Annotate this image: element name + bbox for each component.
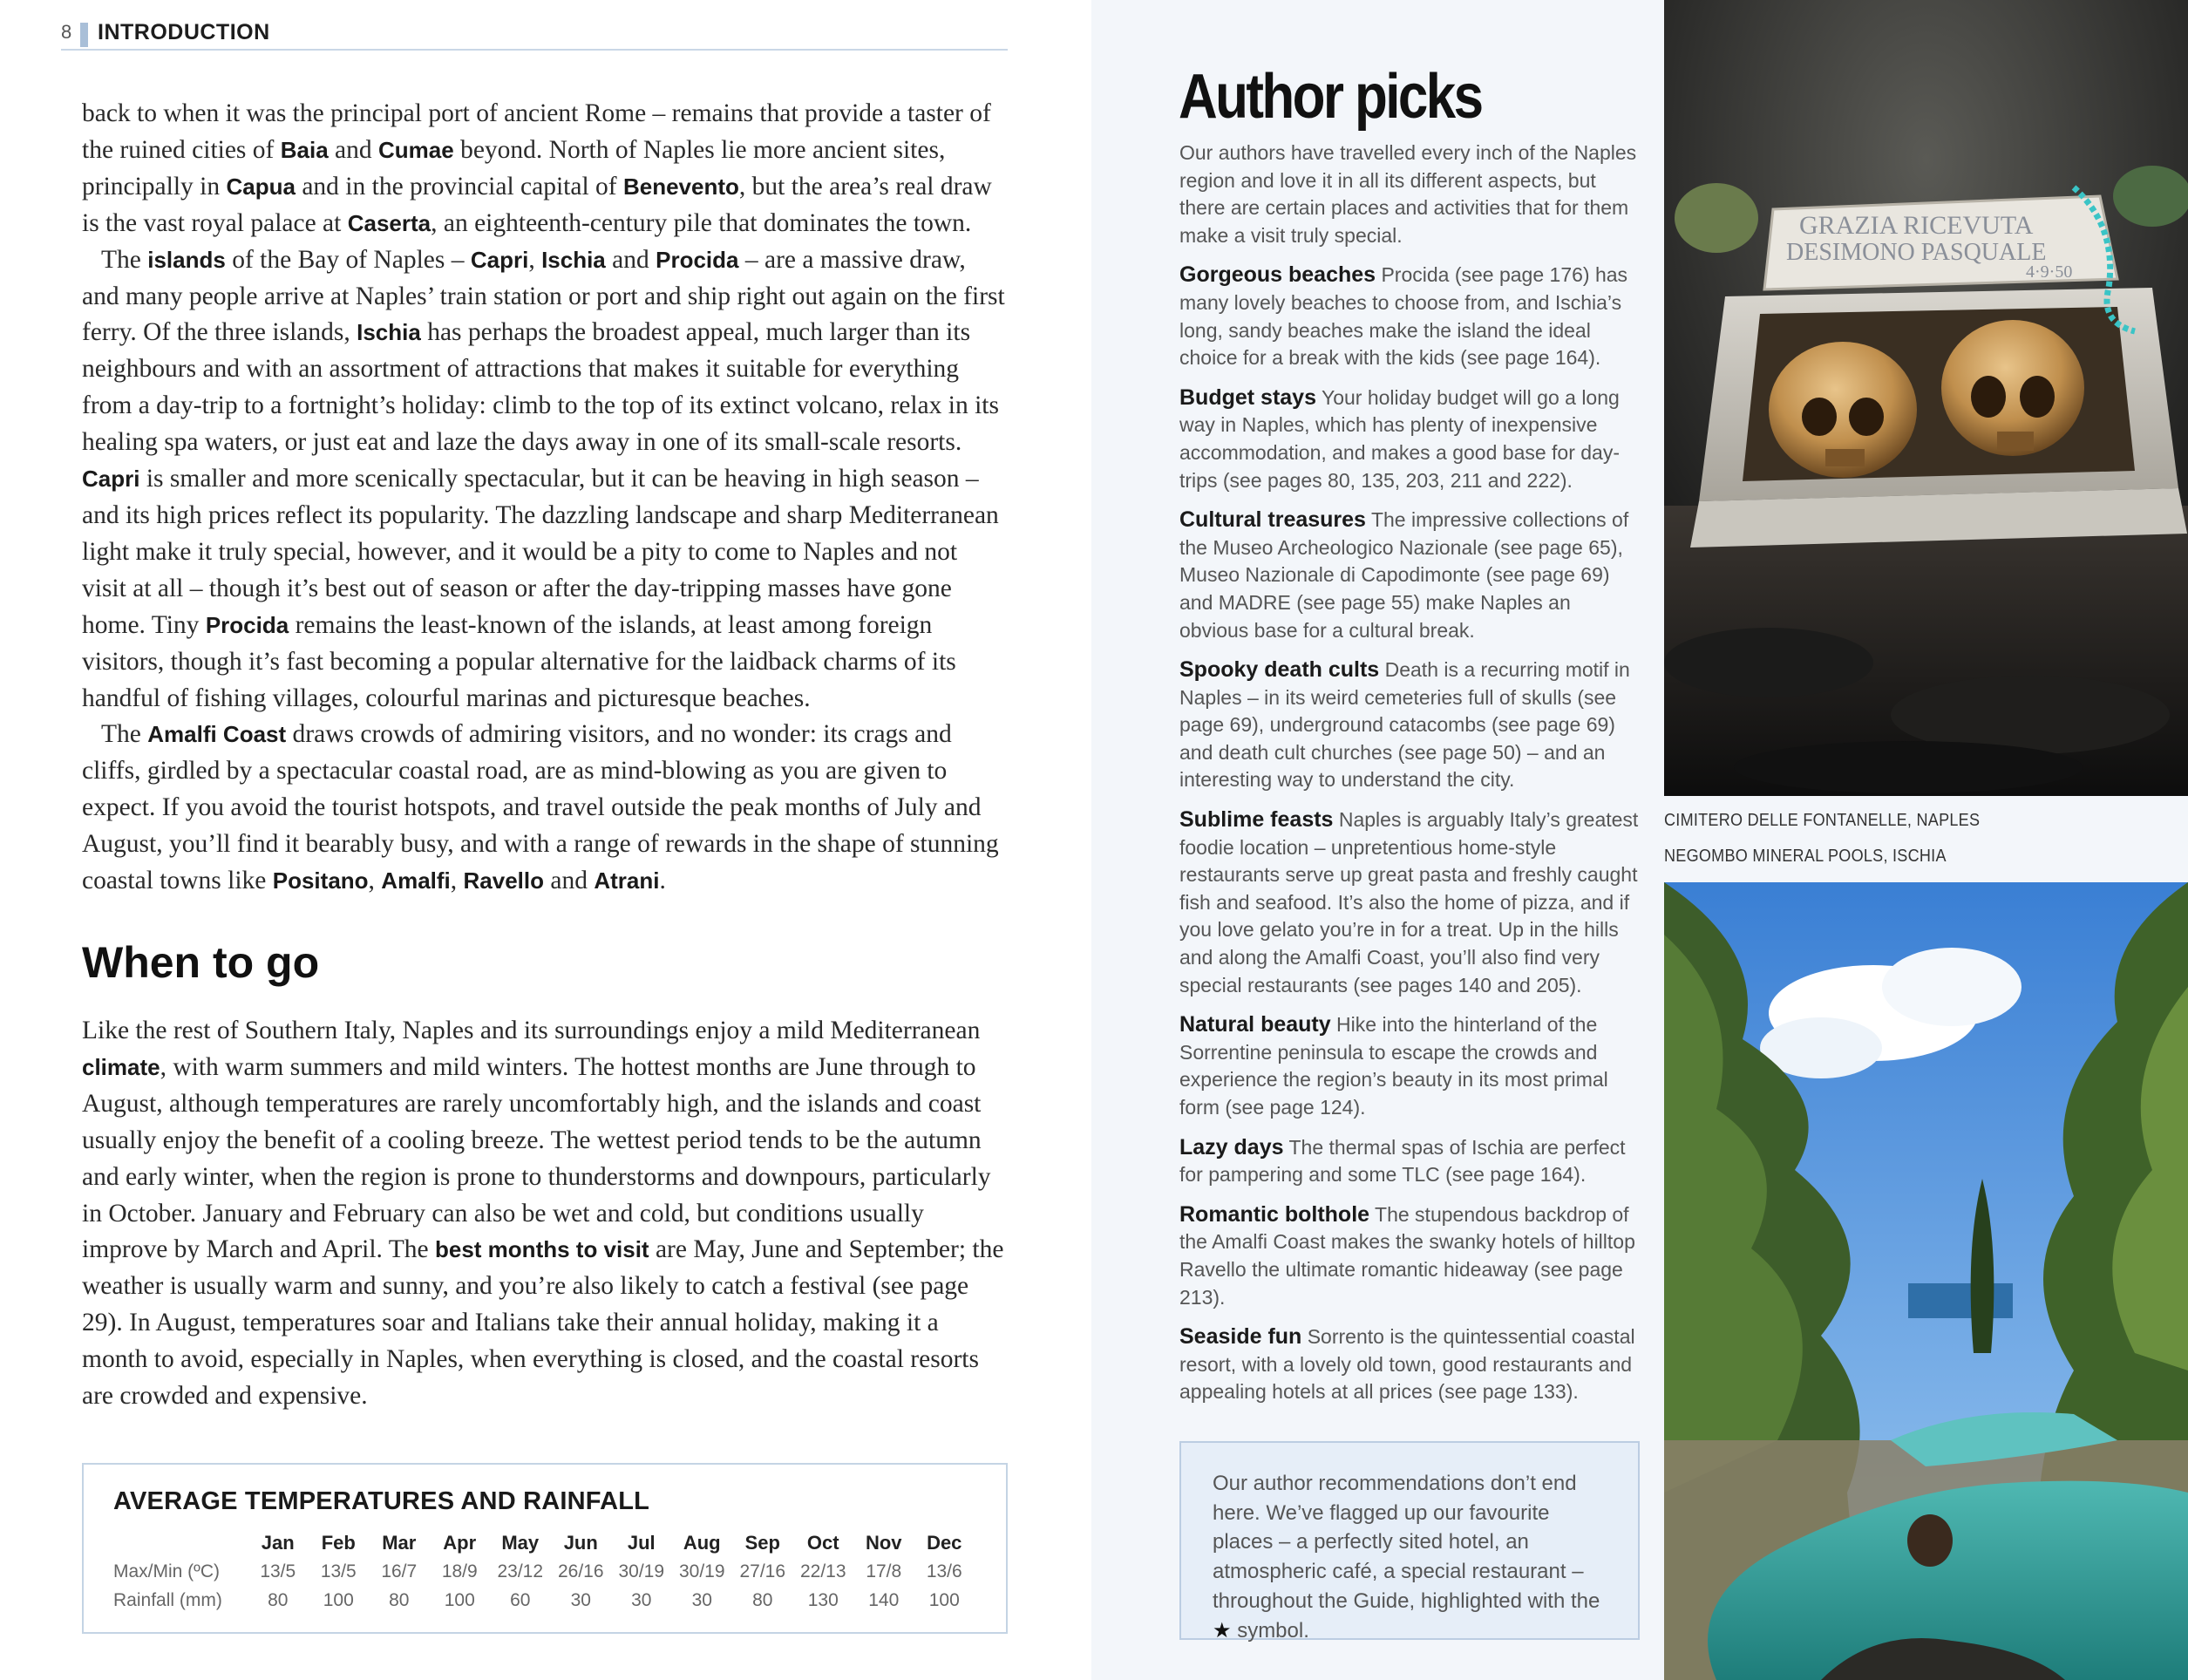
bold-place-name: Caserta bbox=[347, 209, 431, 236]
bold-place-name: Atrani bbox=[594, 867, 660, 894]
callout-text: Our author recommendations don’t end here. We’ve flagged up our favourite places – a perfectly sited hotel, an atmospheric café, a special restaurant – throughout the Guide, highlighted with the bbox=[1213, 1472, 1600, 1613]
bold-place-name: Cumae bbox=[378, 136, 454, 163]
paragraph: The islands of the Bay of Naples – Capri, Ischia and Procida – are a massive draw, and many people arrive at Naples’ train station or port and ship right out again on the first ferry. Of the three islands, Ischia has perhaps the broadest appeal, much larger than its neighbours and with an assortment of attractions that makes it suitable for everything from a day-trip to a fortnight’s holiday: climb to the top of its extinct volcano, relax in its healing spa waters, or just eat and laze the days away in one of its small-scale resorts. Capri is smaller and more scenically spectacular, but it can be heaving in high season – and its high prices reflect its popularity. The dazzling landscape and sharp Mediterranean light make it truly special, however, and it would be a pity to come to Naples and not visit at all – though it’s best out of season or after the day-tripping masses have gone home. Tiny Procida remains the least-known of the islands, at least among foreign visitors, though it’s fast becoming a popular alternative for the laidback charms of its handful of fishing villages, colourful marinas and picturesque beaches. bbox=[82, 245, 1005, 712]
paragraph: back to when it was the principal port of ancient Rome – remains that provide a taster of the ruined cities of Baia and Cumae beyond. North of Naples lie more ancient sites, principally in Capua and in the provincial capital of Benevento, but the area’s real draw is the vast royal palace at Caserta, an eighteenth-century pile that dominates the town. bbox=[82, 99, 992, 237]
author-pick-item bbox=[1179, 1011, 1641, 1121]
climate-rain-cell: 100 bbox=[444, 1589, 475, 1610]
bold-place-name: Positano bbox=[272, 867, 369, 894]
author-pick-heading: Spooky death cults bbox=[1179, 657, 1380, 683]
bold-place-name: Procida bbox=[656, 246, 739, 273]
author-pick-heading: Seaside fun bbox=[1179, 1324, 1302, 1350]
bold-place-name: Amalfi Coast bbox=[147, 721, 287, 748]
climate-rain-cell: 100 bbox=[928, 1589, 960, 1610]
climate-month-header: Jun bbox=[563, 1532, 598, 1554]
author-pick-text: Your holiday budget will go a long way in Naples, which has plenty of inexpensive accommodation, and makes a good base for day-trips (see pages 80, 135, 203, 211 and 222). bbox=[1179, 385, 1621, 492]
climate-month-header: Feb bbox=[321, 1532, 356, 1554]
photo-caption-bottom: NEGOMBO MINERAL POOLS, ISCHIA bbox=[1664, 846, 1947, 866]
climate-temp-cell: 22/13 bbox=[799, 1561, 846, 1581]
author-pick-heading: Lazy days bbox=[1179, 1134, 1284, 1160]
author-pick-text: The stupendous backdrop of the Amalfi Coast makes the swanky hotels of hilltop Ravello the ultimate romantic hideaway (see page 213). bbox=[1179, 1202, 1635, 1309]
paragraph: The Amalfi Coast draws crowds of admiring visitors, and no wonder: its crags and cliffs, girdled by a spectacular coastal road, are as mind-blowing as you are given to expect. If you avoid the tourist hotspots, and travel outside the peak months of July and August, you’ll find it bearably busy, and with a range of rewards in the shape of stunning coastal towns like Positano, Amalfi, Ravello and Atrani. bbox=[82, 720, 999, 895]
author-pick-item bbox=[1179, 1201, 1641, 1311]
author-pick-item bbox=[1179, 1134, 1641, 1189]
when-to-go-text bbox=[82, 1013, 1006, 1415]
bold-place-name: Capri bbox=[470, 246, 529, 273]
right-page bbox=[1091, 0, 2188, 1680]
author-pick-item bbox=[1179, 1323, 1641, 1406]
bold-place-name: Procida bbox=[205, 611, 289, 638]
author-pick-heading: Cultural treasures bbox=[1179, 507, 1366, 533]
plaque-line-3: 4·9·50 bbox=[2026, 262, 2073, 282]
climate-rain-cell: 80 bbox=[389, 1589, 410, 1610]
climate-rain-cell: 140 bbox=[868, 1589, 900, 1610]
author-pick-item bbox=[1179, 262, 1641, 371]
bold-place-name: Benevento bbox=[622, 173, 739, 200]
climate-temp-cell: 27/16 bbox=[739, 1561, 786, 1581]
climate-temp-cell: 18/9 bbox=[441, 1561, 478, 1581]
author-callout bbox=[1179, 1441, 1640, 1643]
bold-place-name: climate bbox=[82, 1053, 160, 1080]
climate-corner-cell bbox=[113, 1529, 248, 1557]
author-pick-text: Death is a recurring motif in Naples – in its weird cemeteries full of skulls (see page 69), underground catacombs (see page 69) and death cult churches (see page 50) – and an interesting way to understand the city. bbox=[1179, 658, 1630, 792]
climate-rain-row bbox=[113, 1586, 975, 1615]
skull-left bbox=[1769, 342, 1917, 478]
when-to-go-heading: When to go bbox=[82, 938, 320, 987]
author-pick-text: Naples is arguably Italy’s greatest foodie location – unpretentious home-style restaurants serve up great pasta and freshly caught fish and seafood. It’s also the home of pizza, and if you love gelato you’re in for a treat. Up in the hills and along the Amalfi Coast, you’ll also find very special restaurants (see pages 140 and 205). bbox=[1179, 808, 1639, 996]
author-picks-list bbox=[1179, 139, 1641, 1418]
bold-place-name: Capua bbox=[226, 173, 296, 200]
climate-month-header: Nov bbox=[865, 1532, 902, 1554]
author-pick-heading: Gorgeous beaches bbox=[1179, 262, 1376, 288]
climate-box bbox=[82, 1463, 1008, 1634]
author-pick-heading: Sublime feasts bbox=[1179, 807, 1334, 833]
author-pick-text: The impressive collections of the Museo Archeologico Nazionale (see page 65), Museo Nazionale di Capodimonte (see page 69) and MADRE (see page 55) make Naples an obvious base for a cultural break. bbox=[1179, 508, 1629, 642]
climate-temp-cell: 13/5 bbox=[320, 1561, 357, 1581]
climate-rain-cell: 100 bbox=[323, 1589, 354, 1610]
climate-rain-cell: 30 bbox=[631, 1589, 652, 1610]
bold-place-name: Capri bbox=[82, 466, 140, 493]
author-pick-heading: Romantic bolthole bbox=[1179, 1201, 1370, 1227]
photo-negombo-pools bbox=[1664, 882, 2188, 1680]
page-number: 8 bbox=[61, 21, 72, 43]
author-picks-intro: Our authors have travelled every inch of the Naples region and love it in all its different aspects, but there are certain places and activities that for them make a visit truly special. bbox=[1179, 141, 1637, 247]
climate-temp-cell: 23/12 bbox=[497, 1561, 544, 1581]
climate-rain-cell: 80 bbox=[752, 1589, 773, 1610]
climate-month-header: May bbox=[501, 1532, 540, 1554]
skull-right bbox=[1941, 320, 2084, 456]
star-icon: ★ bbox=[1213, 1618, 1232, 1643]
climate-rain-cell: 60 bbox=[510, 1589, 531, 1610]
climate-temp-cell: 13/6 bbox=[926, 1561, 962, 1581]
plaque-line-1: GRAZIA RICEVUTA bbox=[1799, 211, 2034, 240]
author-pick-text: Sorrento is the quintessential coastal resort, with a lovely old town, good restaurants and appealing hotels at all prices (see page 133). bbox=[1179, 1325, 1635, 1404]
author-pick-text: Procida (see page 176) has many lovely beaches to choose from, and Ischia’s long, sandy beaches make the island the ideal choice for a break with the kids (see page 164). bbox=[1179, 263, 1628, 370]
intro-text bbox=[82, 96, 1006, 900]
photo-cimitero-fontanelle bbox=[1664, 0, 2188, 796]
climate-temp-row bbox=[113, 1557, 975, 1586]
climate-temp-cell: 30/19 bbox=[618, 1561, 665, 1581]
author-pick-heading: Budget stays bbox=[1179, 384, 1316, 410]
climate-month-header: Jul bbox=[627, 1532, 656, 1554]
climate-month-header: Sep bbox=[744, 1532, 780, 1554]
bold-place-name: Ischia bbox=[541, 246, 606, 273]
bold-place-name: Amalfi bbox=[381, 867, 451, 894]
climate-month-header: Jan bbox=[261, 1532, 295, 1554]
climate-rain-label: Rainfall (mm) bbox=[113, 1589, 222, 1610]
bold-place-name: Ravello bbox=[463, 867, 545, 894]
author-pick-item bbox=[1179, 507, 1641, 644]
author-pick-item bbox=[1179, 806, 1641, 999]
climate-table bbox=[113, 1529, 975, 1615]
bold-place-name: Baia bbox=[280, 136, 329, 163]
author-picks-title: Author picks bbox=[1179, 62, 1482, 132]
photo-caption-top: CIMITERO DELLE FONTANELLE, NAPLES bbox=[1664, 810, 1981, 830]
climate-month-header: Apr bbox=[443, 1532, 477, 1554]
climate-temp-cell: 16/7 bbox=[381, 1561, 418, 1581]
climate-temp-cell: 13/5 bbox=[260, 1561, 296, 1581]
author-pick-text: The thermal spas of Ischia are perfect for pampering and some TLC (see page 164). bbox=[1179, 1135, 1626, 1187]
climate-temp-cell: 17/8 bbox=[866, 1561, 902, 1581]
running-head bbox=[61, 19, 1008, 51]
callout-text-end: symbol. bbox=[1237, 1618, 1309, 1643]
climate-month-header: Dec bbox=[927, 1532, 962, 1554]
climate-month-header: Oct bbox=[806, 1532, 839, 1554]
author-pick-text: Hike into the hinterland of the Sorrentine peninsula to escape the crowds and experience the region’s beauty in its most primal form (see page 124). bbox=[1179, 1013, 1608, 1119]
climate-rain-cell: 30 bbox=[691, 1589, 712, 1610]
bold-place-name: islands bbox=[147, 246, 226, 273]
climate-temp-cell: 30/19 bbox=[678, 1561, 725, 1581]
running-head-title: INTRODUCTION bbox=[98, 20, 270, 44]
author-pick-item bbox=[1179, 384, 1641, 494]
climate-rain-cell: 80 bbox=[268, 1589, 289, 1610]
bold-place-name: Ischia bbox=[357, 319, 421, 346]
climate-rain-cell: 30 bbox=[570, 1589, 591, 1610]
plaque-line-2: DESIMONO PASQUALE bbox=[1786, 239, 2047, 266]
climate-temp-label: Max/Min (ºC) bbox=[113, 1561, 221, 1581]
climate-rain-cell: 130 bbox=[807, 1589, 839, 1610]
climate-month-header: Aug bbox=[683, 1532, 721, 1554]
paragraph: Like the rest of Southern Italy, Naples and its surroundings enjoy a mild Mediterranean climate, with warm summers and mild winters. The hottest months are June through to August, although temperatures are rarely uncomfortably high, and the islands and coast usually enjoy the benefit of a cooling breeze. The wettest period tends to be the autumn and early winter, when the region is prone to thunderstorms and downpours, particularly in October. January and February can also be wet and cold, but conditions usually improve by March and April. The best months to visit are May, June and September; the weather is usually warm and sunny, and you’re also likely to catch a festival (see page 29). In August, temperatures soar and Italians take their annual holiday, making it a month to avoid, especially in Naples, when everything is closed, and the coastal resorts are crowded and expensive. bbox=[82, 1017, 1004, 1411]
climate-title: AVERAGE TEMPERATURES AND RAINFALL bbox=[113, 1487, 650, 1515]
climate-temp-cell: 26/16 bbox=[557, 1561, 604, 1581]
climate-month-header: Mar bbox=[382, 1532, 417, 1554]
bold-place-name: best months to visit bbox=[435, 1236, 649, 1263]
climate-header-row bbox=[113, 1529, 975, 1557]
author-pick-item bbox=[1179, 656, 1641, 794]
author-pick-heading: Natural beauty bbox=[1179, 1012, 1331, 1037]
left-page bbox=[0, 0, 1091, 1680]
running-head-bar bbox=[80, 23, 88, 47]
